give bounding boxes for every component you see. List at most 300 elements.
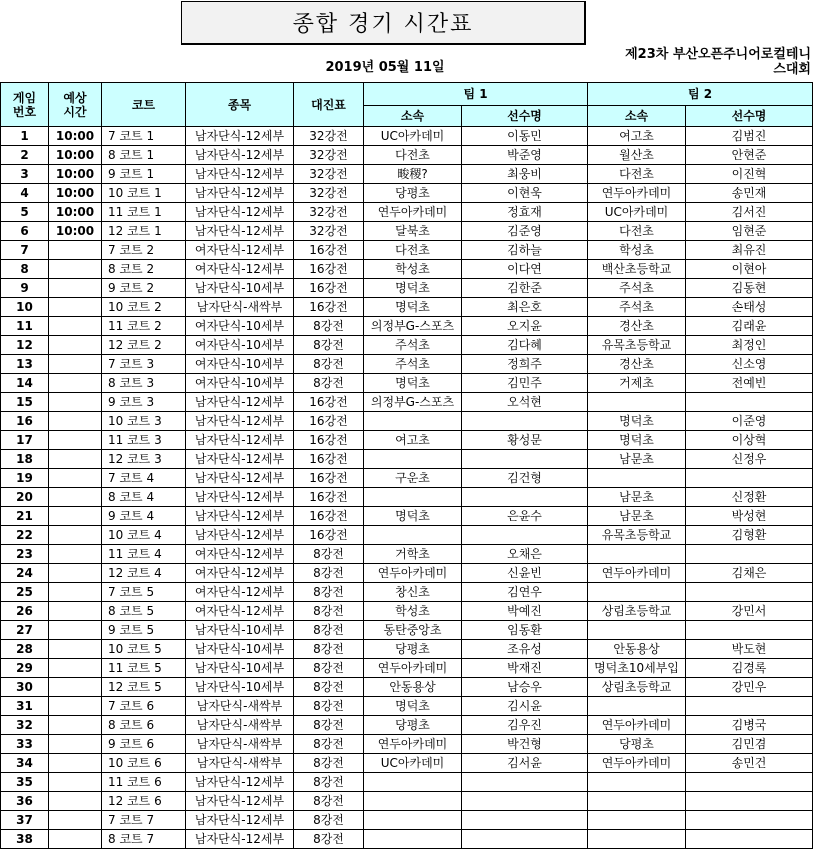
bracket-cell: 32강전 (294, 184, 364, 203)
event-cell: 남자단식-12세부 (186, 526, 294, 545)
event-cell: 여자단식-10세부 (186, 317, 294, 336)
time-cell (49, 526, 102, 545)
team1-affiliation-cell (364, 488, 462, 507)
bracket-cell: 16강전 (294, 526, 364, 545)
court-cell: 9 코트 4 (102, 507, 186, 526)
table-row (1, 450, 813, 469)
time-cell (49, 735, 102, 754)
game-no-cell: 34 (1, 754, 49, 773)
team1-affiliation-cell: 구운초 (364, 469, 462, 488)
table-row (1, 260, 813, 279)
team1-affiliation-cell: 畯稷? (364, 165, 462, 184)
header-team1-affiliation: 소속 (364, 106, 462, 127)
team2-player-cell (686, 792, 813, 811)
team1-player-cell (462, 792, 588, 811)
table-row (1, 754, 813, 773)
team2-affiliation-cell (588, 545, 686, 564)
team2-affiliation-cell (588, 469, 686, 488)
team1-affiliation-cell: 달북초 (364, 222, 462, 241)
bracket-cell: 32강전 (294, 127, 364, 146)
team1-affiliation-cell: 주석초 (364, 355, 462, 374)
event-cell: 여자단식-12세부 (186, 564, 294, 583)
time-cell (49, 716, 102, 735)
bracket-cell: 32강전 (294, 203, 364, 222)
team1-affiliation-cell: 의정부G-스포츠 (364, 317, 462, 336)
team2-player-cell (686, 811, 813, 830)
event-cell: 남자단식-12세부 (186, 811, 294, 830)
team2-affiliation-cell: 남문초 (588, 507, 686, 526)
event-cell: 남자단식-12세부 (186, 412, 294, 431)
event-cell: 남자단식-12세부 (186, 830, 294, 849)
team1-player-cell: 은윤수 (462, 507, 588, 526)
team1-player-cell: 정효재 (462, 203, 588, 222)
game-no-cell: 1 (1, 127, 49, 146)
team2-affiliation-cell: 연두아카데미 (588, 754, 686, 773)
team1-player-cell: 박재진 (462, 659, 588, 678)
time-cell: 10:00 (49, 146, 102, 165)
team1-player-cell: 이다연 (462, 260, 588, 279)
event-cell: 남자단식-12세부 (186, 792, 294, 811)
schedule-table (0, 82, 813, 849)
game-no-cell: 2 (1, 146, 49, 165)
team2-affiliation-cell: 상림초등학교 (588, 678, 686, 697)
bracket-cell: 8강전 (294, 811, 364, 830)
time-cell: 10:00 (49, 203, 102, 222)
court-cell: 8 코트 7 (102, 830, 186, 849)
team1-affiliation-cell: 학성초 (364, 260, 462, 279)
game-no-cell: 14 (1, 374, 49, 393)
team1-affiliation-cell: 학성초 (364, 602, 462, 621)
team1-player-cell: 김한준 (462, 279, 588, 298)
court-cell: 7 코트 2 (102, 241, 186, 260)
bracket-cell: 16강전 (294, 450, 364, 469)
time-cell: 10:00 (49, 184, 102, 203)
team2-affiliation-cell (588, 583, 686, 602)
event-cell: 남자단식-12세부 (186, 203, 294, 222)
court-cell: 7 코트 1 (102, 127, 186, 146)
event-cell: 남자단식-12세부 (186, 393, 294, 412)
event-cell: 여자단식-12세부 (186, 545, 294, 564)
team2-affiliation-cell: 다전초 (588, 222, 686, 241)
team2-affiliation-cell: 남문초 (588, 488, 686, 507)
team1-affiliation-cell: 연두아카데미 (364, 203, 462, 222)
team2-player-cell (686, 621, 813, 640)
bracket-cell: 32강전 (294, 222, 364, 241)
table-row (1, 298, 813, 317)
bracket-cell: 32강전 (294, 146, 364, 165)
event-cell: 남자단식-12세부 (186, 184, 294, 203)
team1-player-cell: 조유성 (462, 640, 588, 659)
time-cell (49, 260, 102, 279)
time-cell (49, 697, 102, 716)
team2-affiliation-cell: 유목초등학교 (588, 336, 686, 355)
team1-affiliation-cell (364, 792, 462, 811)
bracket-cell: 16강전 (294, 431, 364, 450)
team2-player-cell: 김범진 (686, 127, 813, 146)
team1-affiliation-cell: 연두아카데미 (364, 564, 462, 583)
team2-affiliation-cell: UC아카데미 (588, 203, 686, 222)
bracket-cell: 8강전 (294, 792, 364, 811)
table-row (1, 241, 813, 260)
team2-affiliation-cell: 여고초 (588, 127, 686, 146)
team2-player-cell: 이상혁 (686, 431, 813, 450)
team1-player-cell: 김민주 (462, 374, 588, 393)
team2-affiliation-cell: 거제초 (588, 374, 686, 393)
tournament-name (586, 47, 811, 77)
bracket-cell: 16강전 (294, 298, 364, 317)
team2-affiliation-cell: 남문초 (588, 450, 686, 469)
time-cell (49, 640, 102, 659)
court-cell: 10 코트 3 (102, 412, 186, 431)
court-cell: 12 코트 2 (102, 336, 186, 355)
bracket-cell: 8강전 (294, 678, 364, 697)
time-cell (49, 659, 102, 678)
game-no-cell: 19 (1, 469, 49, 488)
team2-affiliation-cell (588, 697, 686, 716)
team1-affiliation-cell: 명덕초 (364, 374, 462, 393)
team2-affiliation-cell (588, 621, 686, 640)
court-cell: 9 코트 6 (102, 735, 186, 754)
table-row (1, 222, 813, 241)
time-cell (49, 317, 102, 336)
team2-player-cell: 박도현 (686, 640, 813, 659)
time-cell: 10:00 (49, 127, 102, 146)
table-row (1, 526, 813, 545)
game-no-cell: 29 (1, 659, 49, 678)
team1-player-cell: 김건형 (462, 469, 588, 488)
time-cell (49, 773, 102, 792)
team1-affiliation-cell: 동탄중앙초 (364, 621, 462, 640)
team2-player-cell: 강민서 (686, 602, 813, 621)
bracket-cell: 8강전 (294, 773, 364, 792)
team2-player-cell: 최정인 (686, 336, 813, 355)
table-row (1, 412, 813, 431)
team2-affiliation-cell: 명덕초 (588, 431, 686, 450)
table-row (1, 336, 813, 355)
game-no-cell: 8 (1, 260, 49, 279)
team1-player-cell: 김우진 (462, 716, 588, 735)
court-cell: 7 코트 3 (102, 355, 186, 374)
bracket-cell: 8강전 (294, 317, 364, 336)
event-cell: 여자단식-12세부 (186, 602, 294, 621)
team2-player-cell: 손태성 (686, 298, 813, 317)
table-row (1, 374, 813, 393)
table-row (1, 469, 813, 488)
team1-player-cell: 신윤빈 (462, 564, 588, 583)
table-row (1, 640, 813, 659)
time-cell (49, 469, 102, 488)
event-cell: 남자단식-10세부 (186, 678, 294, 697)
table-row (1, 507, 813, 526)
team2-affiliation-cell: 안동용상 (588, 640, 686, 659)
game-no-cell: 11 (1, 317, 49, 336)
header-team1-player: 선수명 (462, 106, 588, 127)
team1-player-cell: 최은호 (462, 298, 588, 317)
table-row (1, 716, 813, 735)
table-row (1, 621, 813, 640)
team1-affiliation-cell: 연두아카데미 (364, 659, 462, 678)
team2-player-cell: 김민겸 (686, 735, 813, 754)
table-row (1, 165, 813, 184)
team2-affiliation-cell: 당평초 (588, 735, 686, 754)
team2-player-cell: 김래윤 (686, 317, 813, 336)
team2-player-cell (686, 545, 813, 564)
time-cell (49, 393, 102, 412)
table-row (1, 355, 813, 374)
team2-player-cell: 신정환 (686, 488, 813, 507)
bracket-cell: 8강전 (294, 374, 364, 393)
table-row (1, 127, 813, 146)
court-cell: 9 코트 3 (102, 393, 186, 412)
team2-affiliation-cell: 경산초 (588, 317, 686, 336)
header-court: 코트 (102, 83, 186, 127)
table-row (1, 830, 813, 849)
table-row (1, 184, 813, 203)
game-no-cell: 25 (1, 583, 49, 602)
event-cell: 남자단식-12세부 (186, 165, 294, 184)
court-cell: 12 코트 5 (102, 678, 186, 697)
time-cell (49, 450, 102, 469)
team1-affiliation-cell (364, 811, 462, 830)
court-cell: 8 코트 4 (102, 488, 186, 507)
team1-player-cell (462, 773, 588, 792)
game-no-cell: 5 (1, 203, 49, 222)
game-no-cell: 16 (1, 412, 49, 431)
event-cell: 남자단식-새싹부 (186, 754, 294, 773)
bracket-cell: 16강전 (294, 507, 364, 526)
team1-affiliation-cell (364, 450, 462, 469)
game-no-cell: 32 (1, 716, 49, 735)
bracket-cell: 8강전 (294, 640, 364, 659)
team2-affiliation-cell: 학성초 (588, 241, 686, 260)
team2-player-cell: 김병국 (686, 716, 813, 735)
team2-player-cell: 이준영 (686, 412, 813, 431)
bracket-cell: 8강전 (294, 602, 364, 621)
header-game-no: 게임 번호 (1, 83, 49, 127)
court-cell: 12 코트 6 (102, 792, 186, 811)
game-no-cell: 27 (1, 621, 49, 640)
team2-affiliation-cell: 경산초 (588, 355, 686, 374)
time-cell (49, 374, 102, 393)
time-cell (49, 811, 102, 830)
team2-player-cell (686, 697, 813, 716)
team2-player-cell (686, 830, 813, 849)
bracket-cell: 8강전 (294, 754, 364, 773)
header-bracket: 대진표 (294, 83, 364, 127)
game-no-cell: 20 (1, 488, 49, 507)
team1-player-cell: 정희주 (462, 355, 588, 374)
event-cell: 여자단식-10세부 (186, 336, 294, 355)
time-cell (49, 412, 102, 431)
team1-affiliation-cell: 창신초 (364, 583, 462, 602)
team2-affiliation-cell: 주석초 (588, 298, 686, 317)
team2-player-cell: 신소영 (686, 355, 813, 374)
team1-affiliation-cell (364, 412, 462, 431)
header-team1: 팀 1 (364, 83, 588, 106)
team1-player-cell: 박건형 (462, 735, 588, 754)
team2-affiliation-cell: 상림초등학교 (588, 602, 686, 621)
team2-player-cell: 이현아 (686, 260, 813, 279)
page-title: 종합 경기 시간표 (181, 1, 586, 45)
team2-player-cell (686, 393, 813, 412)
team2-affiliation-cell (588, 830, 686, 849)
team1-player-cell: 김시윤 (462, 697, 588, 716)
event-cell: 여자단식-12세부 (186, 260, 294, 279)
team2-player-cell (686, 583, 813, 602)
court-cell: 12 코트 1 (102, 222, 186, 241)
event-cell: 남자단식-10세부 (186, 621, 294, 640)
game-no-cell: 24 (1, 564, 49, 583)
event-cell: 남자단식-새싹부 (186, 298, 294, 317)
game-no-cell: 7 (1, 241, 49, 260)
team1-affiliation-cell: 안동용상 (364, 678, 462, 697)
bracket-cell: 16강전 (294, 260, 364, 279)
event-cell: 남자단식-12세부 (186, 127, 294, 146)
team2-affiliation-cell (588, 773, 686, 792)
event-cell: 남자단식-12세부 (186, 431, 294, 450)
table-row (1, 279, 813, 298)
team2-affiliation-cell (588, 792, 686, 811)
time-cell (49, 298, 102, 317)
team1-player-cell: 김다혜 (462, 336, 588, 355)
time-cell (49, 830, 102, 849)
team1-affiliation-cell: 거학초 (364, 545, 462, 564)
game-no-cell: 33 (1, 735, 49, 754)
game-no-cell: 12 (1, 336, 49, 355)
event-cell: 남자단식-10세부 (186, 659, 294, 678)
team2-affiliation-cell: 백산초등학교 (588, 260, 686, 279)
schedule-date: 2019년 05월 11일 (325, 60, 445, 75)
team2-player-cell: 이진혁 (686, 165, 813, 184)
team1-affiliation-cell: UC아카데미 (364, 127, 462, 146)
team1-player-cell: 오채은 (462, 545, 588, 564)
court-cell: 11 코트 4 (102, 545, 186, 564)
team2-player-cell: 김형환 (686, 526, 813, 545)
team1-affiliation-cell: 여고초 (364, 431, 462, 450)
court-cell: 10 코트 5 (102, 640, 186, 659)
team2-affiliation-cell: 월산초 (588, 146, 686, 165)
table-row (1, 146, 813, 165)
event-cell: 남자단식-12세부 (186, 488, 294, 507)
bracket-cell: 8강전 (294, 735, 364, 754)
bracket-cell: 8강전 (294, 830, 364, 849)
tournament-name-line-2: 스대회 (773, 62, 811, 77)
table-row (1, 792, 813, 811)
event-cell: 남자단식-새싹부 (186, 716, 294, 735)
header-team2: 팀 2 (588, 83, 813, 106)
court-cell: 12 코트 4 (102, 564, 186, 583)
game-no-cell: 13 (1, 355, 49, 374)
game-no-cell: 35 (1, 773, 49, 792)
court-cell: 8 코트 2 (102, 260, 186, 279)
court-cell: 11 코트 2 (102, 317, 186, 336)
bracket-cell: 16강전 (294, 488, 364, 507)
event-cell: 남자단식-12세부 (186, 507, 294, 526)
team1-player-cell: 박준영 (462, 146, 588, 165)
team2-player-cell: 송민재 (686, 184, 813, 203)
event-cell: 남자단식-12세부 (186, 773, 294, 792)
game-no-cell: 38 (1, 830, 49, 849)
event-cell: 남자단식-10세부 (186, 640, 294, 659)
table-row (1, 393, 813, 412)
team1-player-cell: 김서윤 (462, 754, 588, 773)
team2-player-cell: 신정우 (686, 450, 813, 469)
team1-affiliation-cell: 주석초 (364, 336, 462, 355)
game-no-cell: 22 (1, 526, 49, 545)
header-event: 종목 (186, 83, 294, 127)
game-no-cell: 36 (1, 792, 49, 811)
team1-player-cell: 임동환 (462, 621, 588, 640)
bracket-cell: 8강전 (294, 336, 364, 355)
team1-player-cell (462, 830, 588, 849)
time-cell (49, 602, 102, 621)
team2-player-cell: 송민건 (686, 754, 813, 773)
event-cell: 여자단식-12세부 (186, 241, 294, 260)
time-cell (49, 431, 102, 450)
team1-player-cell (462, 526, 588, 545)
team1-player-cell (462, 488, 588, 507)
game-no-cell: 10 (1, 298, 49, 317)
event-cell: 남자단식-12세부 (186, 146, 294, 165)
game-no-cell: 37 (1, 811, 49, 830)
team2-affiliation-cell: 주석초 (588, 279, 686, 298)
header-team2-player: 선수명 (686, 106, 813, 127)
team1-player-cell: 황성문 (462, 431, 588, 450)
event-cell: 남자단식-새싹부 (186, 697, 294, 716)
table-row (1, 773, 813, 792)
time-cell (49, 583, 102, 602)
game-no-cell: 26 (1, 602, 49, 621)
team1-player-cell: 김준영 (462, 222, 588, 241)
team2-affiliation-cell: 연두아카데미 (588, 184, 686, 203)
event-cell: 여자단식-10세부 (186, 355, 294, 374)
court-cell: 11 코트 3 (102, 431, 186, 450)
event-cell: 남자단식-12세부 (186, 469, 294, 488)
table-row (1, 317, 813, 336)
table-row (1, 659, 813, 678)
team1-affiliation-cell: 연두아카데미 (364, 735, 462, 754)
court-cell: 7 코트 6 (102, 697, 186, 716)
table-row (1, 697, 813, 716)
court-cell: 10 코트 1 (102, 184, 186, 203)
team2-affiliation-cell: 연두아카데미 (588, 564, 686, 583)
team1-player-cell: 최웅비 (462, 165, 588, 184)
team1-affiliation-cell: 의정부G-스포츠 (364, 393, 462, 412)
team2-player-cell: 김동현 (686, 279, 813, 298)
court-cell: 12 코트 3 (102, 450, 186, 469)
team2-affiliation-cell: 유목초등학교 (588, 526, 686, 545)
team2-affiliation-cell (588, 811, 686, 830)
bracket-cell: 16강전 (294, 241, 364, 260)
team2-affiliation-cell: 명덕초 (588, 412, 686, 431)
time-cell (49, 279, 102, 298)
court-cell: 11 코트 1 (102, 203, 186, 222)
team1-player-cell: 김하늘 (462, 241, 588, 260)
table-row (1, 811, 813, 830)
team2-affiliation-cell: 연두아카데미 (588, 716, 686, 735)
team1-affiliation-cell (364, 830, 462, 849)
tournament-name-line-1: 제23차 부산오픈주니어로컬테니 (625, 47, 811, 62)
team1-player-cell: 박예진 (462, 602, 588, 621)
court-cell: 7 코트 5 (102, 583, 186, 602)
court-cell: 8 코트 3 (102, 374, 186, 393)
game-no-cell: 9 (1, 279, 49, 298)
bracket-cell: 8강전 (294, 697, 364, 716)
team1-player-cell: 이동민 (462, 127, 588, 146)
team2-player-cell: 임현준 (686, 222, 813, 241)
team1-affiliation-cell (364, 773, 462, 792)
bracket-cell: 16강전 (294, 279, 364, 298)
